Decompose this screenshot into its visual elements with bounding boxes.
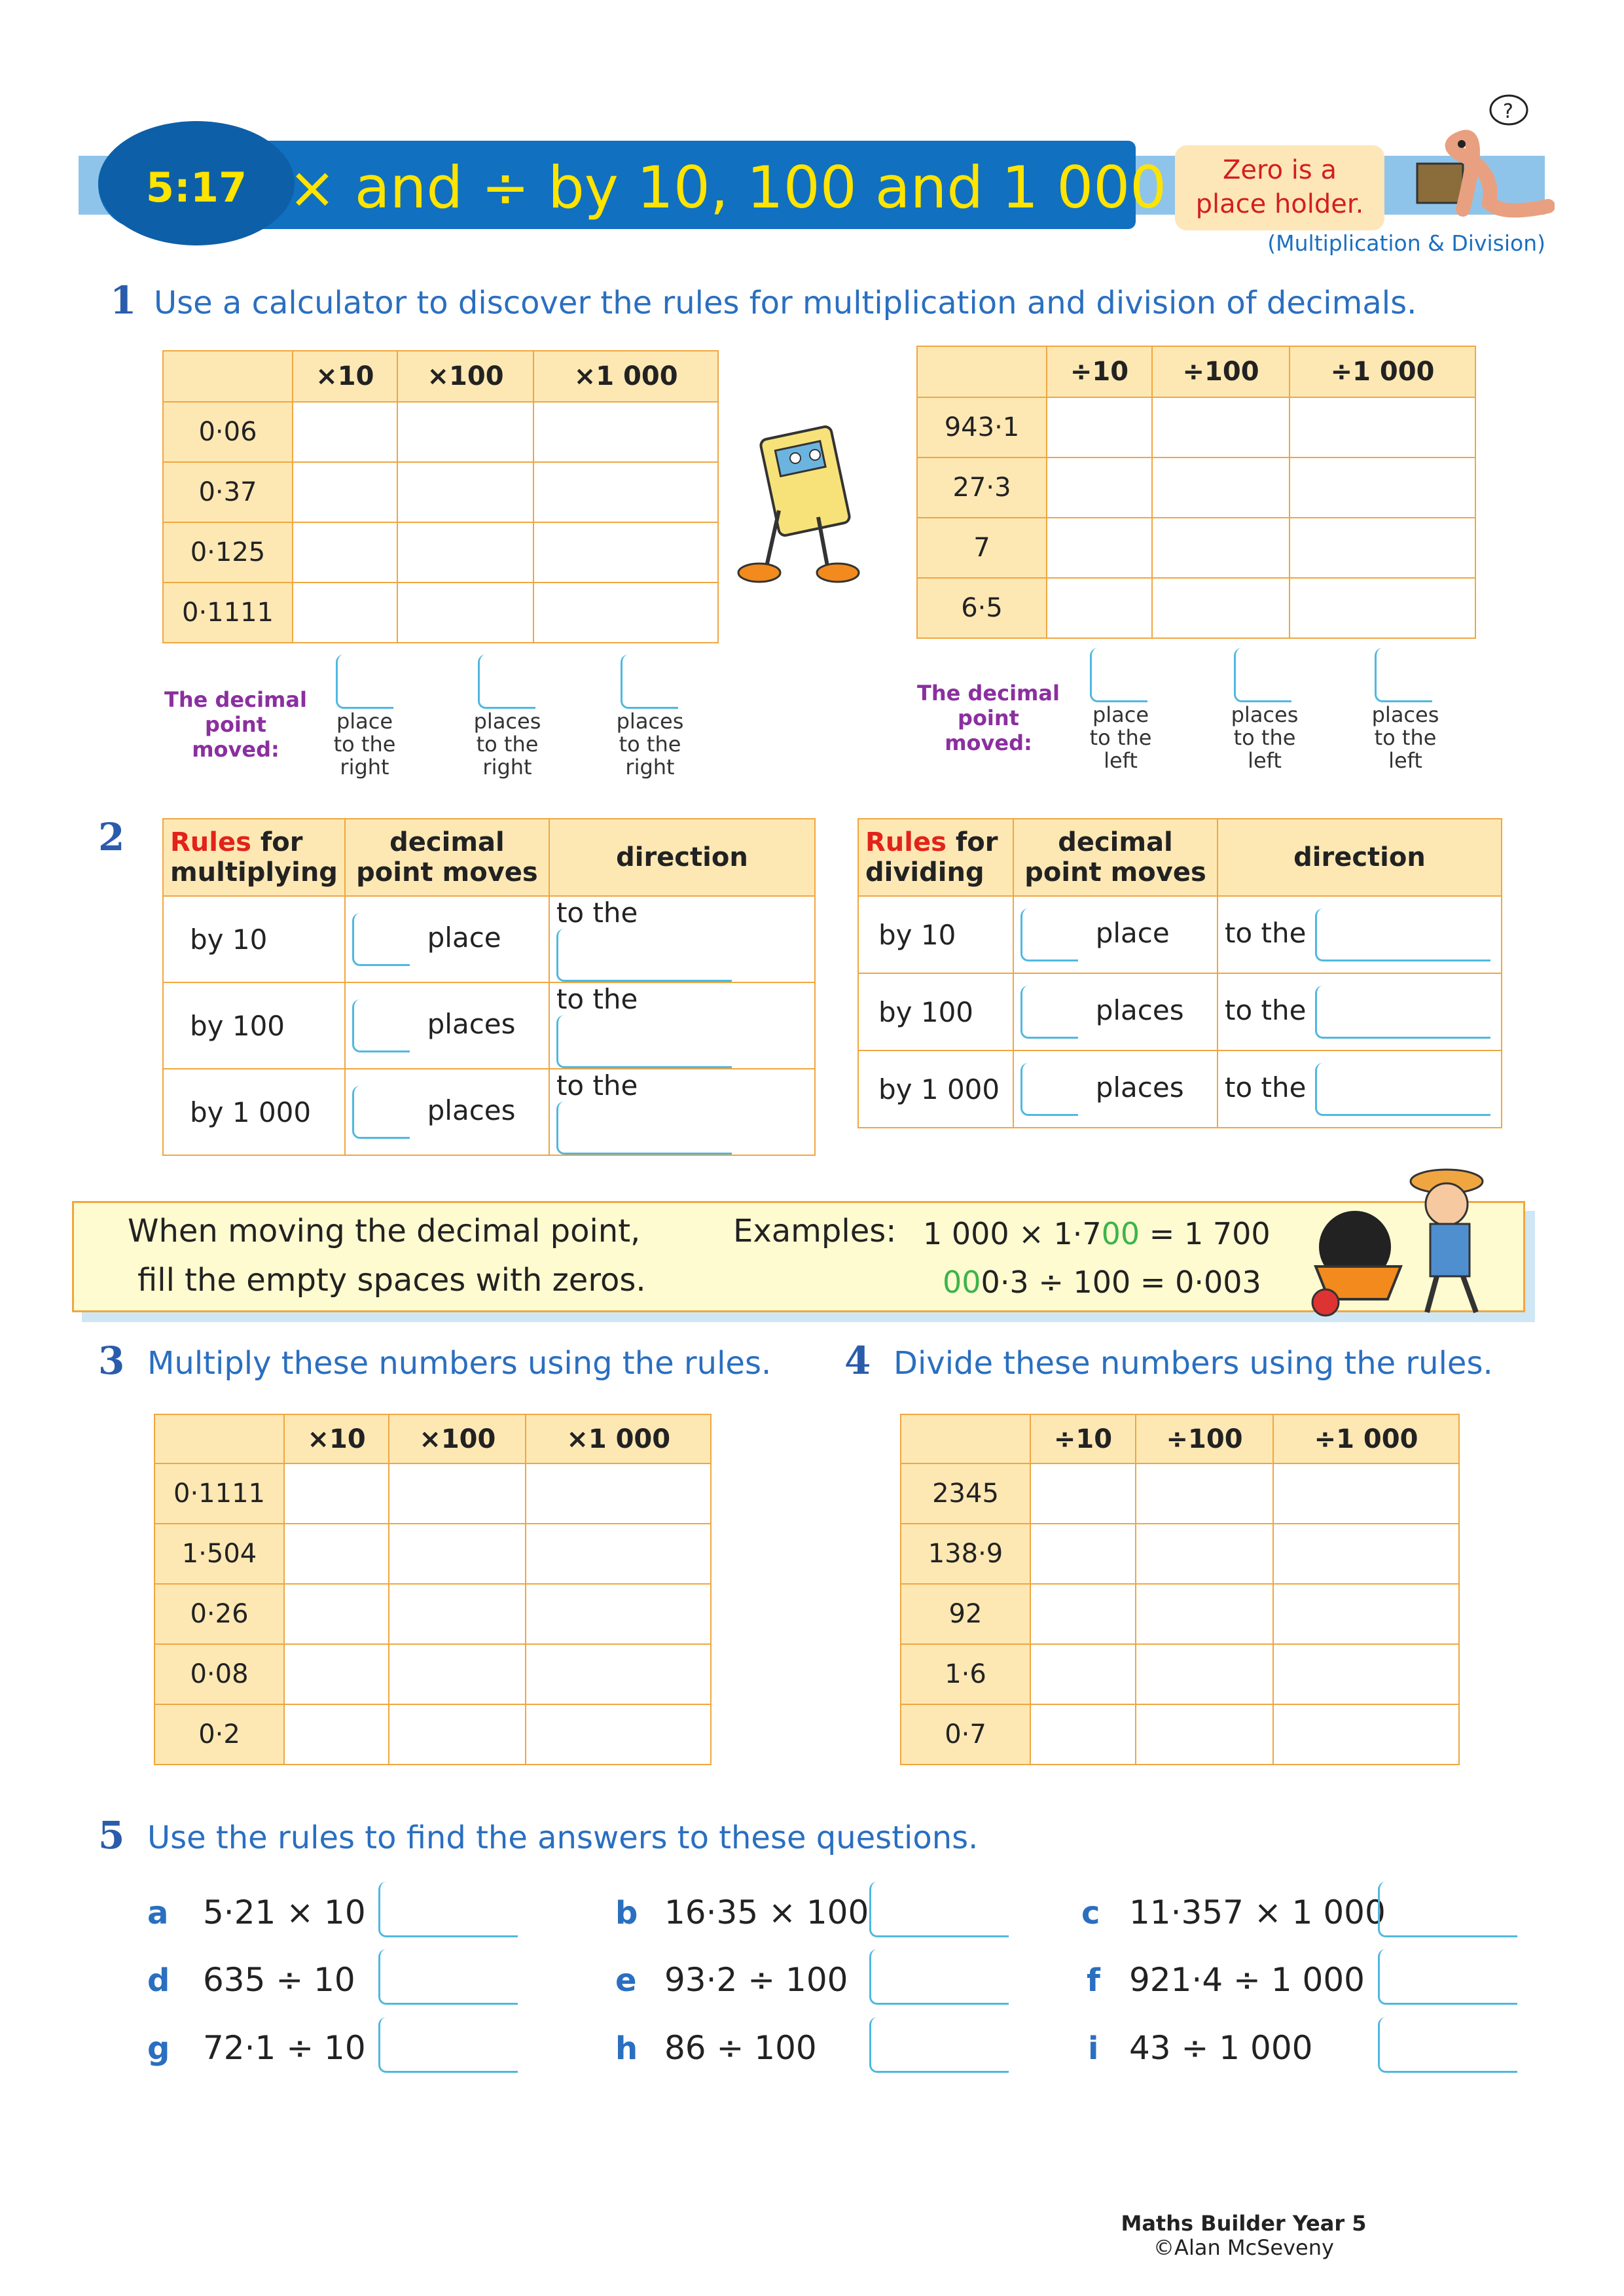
answer-input[interactable] <box>378 2017 518 2073</box>
row-label: 0·06 <box>163 402 293 462</box>
item-expression: 16·35 × 100 <box>664 1893 869 1931</box>
places-input[interactable] <box>1020 908 1078 961</box>
rules-multiplying-table <box>162 818 816 1156</box>
places-cell: place <box>345 896 549 982</box>
direction-cell: to the <box>549 1069 815 1155</box>
row-label: 0·2 <box>154 1704 284 1765</box>
answer-cell[interactable] <box>526 1704 711 1765</box>
direction-cell: to the <box>549 982 815 1069</box>
row-label: 138·9 <box>901 1524 1030 1584</box>
answer-cell[interactable] <box>533 522 718 583</box>
row-label: 6·5 <box>917 578 1047 638</box>
answer-input[interactable] <box>1378 2017 1517 2073</box>
places-moved-input[interactable] <box>621 655 678 709</box>
places-moved-input[interactable] <box>1090 648 1147 702</box>
item-expression: 11·357 × 1 000 <box>1129 1893 1386 1931</box>
answer-cell[interactable] <box>1030 1704 1136 1765</box>
answer-cell[interactable] <box>293 462 397 522</box>
places-cell: places <box>1013 973 1218 1050</box>
column-header: ×100 <box>389 1414 526 1463</box>
rule-label: by 1 000 <box>858 1050 1013 1128</box>
answer-cell[interactable] <box>389 1704 526 1765</box>
answer-cell[interactable] <box>389 1463 526 1524</box>
direction-input[interactable] <box>1315 986 1490 1039</box>
question-1-number: 1 <box>110 278 137 323</box>
rule-label: by 10 <box>163 896 345 982</box>
item-letter: f <box>1087 1962 1100 1999</box>
rule-label: by 10 <box>858 896 1013 973</box>
answer-cell[interactable] <box>389 1584 526 1644</box>
under-label: place to the left <box>1089 702 1152 773</box>
column-header: ÷10 <box>1030 1414 1136 1463</box>
rule-label: by 1 000 <box>163 1069 345 1155</box>
q3-multiply-table <box>154 1414 712 1765</box>
tip-line-1: Zero is a <box>1223 155 1337 185</box>
answer-cell[interactable] <box>284 1524 389 1584</box>
answer-cell[interactable] <box>526 1524 711 1584</box>
row-label: 0·08 <box>154 1644 284 1704</box>
page-subtitle: (Multiplication & Division) <box>1267 230 1545 256</box>
item-letter: e <box>615 1962 637 1999</box>
column-header: ×10 <box>293 351 397 402</box>
answer-input[interactable] <box>1378 1949 1517 2005</box>
item-letter: c <box>1081 1895 1100 1931</box>
answer-cell[interactable] <box>1290 518 1475 578</box>
rules-header: Rules for dividing <box>858 819 1013 896</box>
row-label: 0·125 <box>163 522 293 583</box>
answer-cell[interactable] <box>293 402 397 462</box>
table-corner <box>154 1414 284 1463</box>
column-header: ×1 000 <box>533 351 718 402</box>
question-2-number: 2 <box>98 815 125 859</box>
under-label: places to the right <box>473 709 541 780</box>
direction-input[interactable] <box>556 929 732 982</box>
row-label: 0·26 <box>154 1584 284 1644</box>
answer-cell[interactable] <box>293 522 397 583</box>
answer-cell[interactable] <box>1273 1704 1459 1765</box>
places-cell: places <box>345 1069 549 1155</box>
item-expression: 635 ÷ 10 <box>203 1961 355 1999</box>
answer-cell[interactable] <box>1273 1644 1459 1704</box>
answer-cell[interactable] <box>1136 1463 1273 1524</box>
answer-cell[interactable] <box>1290 457 1475 518</box>
places-cell: place <box>1013 896 1218 973</box>
answer-cell[interactable] <box>1047 518 1152 578</box>
answer-input[interactable] <box>378 1882 518 1937</box>
answer-cell[interactable] <box>1047 578 1152 638</box>
answer-cell[interactable] <box>1030 1644 1136 1704</box>
column-header: ÷10 <box>1047 346 1152 397</box>
worm-mascot-icon <box>1404 92 1555 223</box>
answer-cell[interactable] <box>389 1644 526 1704</box>
answer-cell[interactable] <box>1030 1524 1136 1584</box>
tip-box <box>1175 145 1384 230</box>
row-label: 1·6 <box>901 1644 1030 1704</box>
places-input[interactable] <box>1020 1063 1078 1116</box>
row-label: 943·1 <box>917 397 1047 457</box>
answer-cell[interactable] <box>526 1463 711 1524</box>
answer-cell[interactable] <box>1030 1463 1136 1524</box>
places-cell: places <box>1013 1050 1218 1128</box>
answer-cell[interactable] <box>533 402 718 462</box>
example-1: 1 000 × 1·700 = 1 700 <box>923 1216 1271 1251</box>
table-corner <box>163 351 293 402</box>
answer-cell[interactable] <box>533 462 718 522</box>
item-letter: i <box>1088 2030 1099 2067</box>
decimal-moved-label: The decimal point moved: <box>917 681 1060 755</box>
answer-cell[interactable] <box>397 402 534 462</box>
answer-cell[interactable] <box>1136 1644 1273 1704</box>
item-expression: 93·2 ÷ 100 <box>664 1961 848 1999</box>
question-5-number: 5 <box>98 1813 125 1857</box>
under-label: places to the left <box>1371 702 1439 773</box>
question-1-text: Use a calculator to discover the rules for multiplication and division of decimals. <box>154 285 1417 321</box>
question-4-text: Divide these numbers using the rules. <box>893 1345 1493 1382</box>
question-3-text: Multiply these numbers using the rules. <box>147 1345 772 1382</box>
svg-text:?: ? <box>1503 100 1513 123</box>
direction-input[interactable] <box>556 1102 732 1155</box>
places-input[interactable] <box>1020 986 1078 1039</box>
column-header: ×10 <box>284 1414 389 1463</box>
column-header: ÷100 <box>1152 346 1290 397</box>
under-label: places to the left <box>1231 702 1299 773</box>
decimal-moves-header: decimal point moves <box>345 819 549 896</box>
examples-label: Examples: <box>733 1213 897 1249</box>
under-label: places to the right <box>616 709 684 780</box>
answer-cell[interactable] <box>284 1463 389 1524</box>
row-label: 0·37 <box>163 462 293 522</box>
direction-input[interactable] <box>1315 1063 1490 1116</box>
item-letter: g <box>147 2030 170 2067</box>
places-input[interactable] <box>352 1086 410 1139</box>
calculator-mascot-icon <box>730 419 887 589</box>
row-label: 2345 <box>901 1463 1030 1524</box>
tip-line-2: place holder. <box>1195 189 1364 219</box>
banner-line-1: When moving the decimal point, <box>128 1213 641 1249</box>
column-header: ÷1 000 <box>1290 346 1475 397</box>
decimal-moves-header: decimal point moves <box>1013 819 1218 896</box>
row-label: 27·3 <box>917 457 1047 518</box>
item-expression: 86 ÷ 100 <box>664 2029 817 2067</box>
row-label: 0·7 <box>901 1704 1030 1765</box>
answer-cell[interactable] <box>1136 1704 1273 1765</box>
answer-cell[interactable] <box>397 522 534 583</box>
places-moved-input[interactable] <box>1234 648 1291 702</box>
direction-header: direction <box>549 819 815 896</box>
places-input[interactable] <box>352 999 410 1052</box>
answer-cell[interactable] <box>1152 457 1290 518</box>
footer-copyright: ©Alan McSeveny <box>1153 2235 1334 2260</box>
item-expression: 921·4 ÷ 1 000 <box>1129 1961 1365 1999</box>
q4-divide-table <box>900 1414 1460 1765</box>
question-4-number: 4 <box>844 1338 871 1383</box>
question-3-number: 3 <box>98 1338 125 1383</box>
column-header: ×1 000 <box>526 1414 711 1463</box>
answer-cell[interactable] <box>1136 1524 1273 1584</box>
answer-cell[interactable] <box>1290 397 1475 457</box>
answer-cell[interactable] <box>284 1584 389 1644</box>
answer-cell[interactable] <box>526 1584 711 1644</box>
row-label: 1·504 <box>154 1524 284 1584</box>
answer-cell[interactable] <box>284 1644 389 1704</box>
q1-multiply-table <box>162 350 719 643</box>
item-letter: a <box>147 1895 169 1931</box>
answer-cell[interactable] <box>533 583 718 643</box>
answer-cell[interactable] <box>1030 1584 1136 1644</box>
question-5-text: Use the rules to find the answers to these questions. <box>147 1820 979 1856</box>
answer-cell[interactable] <box>397 462 534 522</box>
direction-cell: to the <box>549 896 815 982</box>
answer-cell[interactable] <box>1152 578 1290 638</box>
direction-input[interactable] <box>1315 908 1490 961</box>
item-letter: b <box>615 1895 638 1931</box>
row-label: 7 <box>917 518 1047 578</box>
answer-input[interactable] <box>869 2017 1009 2073</box>
rules-dividing-table <box>857 818 1502 1128</box>
rule-label: by 100 <box>858 973 1013 1050</box>
footer-book-title: Maths Builder Year 5 <box>1121 2211 1367 2236</box>
places-moved-input[interactable] <box>1375 648 1432 702</box>
answer-cell[interactable] <box>397 583 534 643</box>
wheelbarrow-man-icon <box>1296 1136 1512 1319</box>
answer-cell[interactable] <box>284 1704 389 1765</box>
direction-header: direction <box>1218 819 1502 896</box>
column-header: ×100 <box>397 351 534 402</box>
lesson-number: 5:17 <box>145 164 247 211</box>
decimal-moved-label: The decimal point moved: <box>164 687 307 762</box>
answer-cell[interactable] <box>1290 578 1475 638</box>
item-expression: 72·1 ÷ 10 <box>203 2029 366 2067</box>
under-label: place to the right <box>333 709 396 780</box>
answer-cell[interactable] <box>526 1644 711 1704</box>
item-letter: h <box>615 2030 638 2067</box>
answer-cell[interactable] <box>1273 1463 1459 1524</box>
places-moved-input[interactable] <box>336 655 393 709</box>
answer-input[interactable] <box>869 1949 1009 2005</box>
direction-cell: to the <box>1218 1050 1502 1128</box>
answer-cell[interactable] <box>1152 518 1290 578</box>
answer-cell[interactable] <box>389 1524 526 1584</box>
answer-cell[interactable] <box>1047 457 1152 518</box>
item-expression: 43 ÷ 1 000 <box>1129 2029 1313 2067</box>
item-expression: 5·21 × 10 <box>203 1893 366 1931</box>
places-moved-input[interactable] <box>478 655 535 709</box>
direction-input[interactable] <box>556 1015 732 1068</box>
rule-label: by 100 <box>163 982 345 1069</box>
answer-input[interactable] <box>378 1949 518 2005</box>
item-letter: d <box>147 1962 170 1999</box>
places-cell: places <box>345 982 549 1069</box>
banner-line-2: fill the empty spaces with zeros. <box>137 1262 646 1299</box>
example-2: 000·3 ÷ 100 = 0·003 <box>943 1265 1261 1300</box>
answer-cell[interactable] <box>1273 1584 1459 1644</box>
table-corner <box>901 1414 1030 1463</box>
direction-cell: to the <box>1218 896 1502 973</box>
q1-divide-table <box>916 346 1476 639</box>
table-corner <box>917 346 1047 397</box>
answer-input[interactable] <box>869 1882 1009 1937</box>
column-header: ÷100 <box>1136 1414 1273 1463</box>
answer-cell[interactable] <box>1136 1584 1273 1644</box>
row-label: 0·1111 <box>154 1463 284 1524</box>
row-label: 0·1111 <box>163 583 293 643</box>
answer-cell[interactable] <box>1152 397 1290 457</box>
row-label: 92 <box>901 1584 1030 1644</box>
places-input[interactable] <box>352 913 410 966</box>
page-title: × and ÷ by 10, 100 and 1 000 <box>288 154 1167 221</box>
answer-cell[interactable] <box>1273 1524 1459 1584</box>
answer-cell[interactable] <box>293 583 397 643</box>
direction-cell: to the <box>1218 973 1502 1050</box>
rules-header: Rules for multiplying <box>163 819 345 896</box>
answer-input[interactable] <box>1378 1882 1517 1937</box>
answer-cell[interactable] <box>1047 397 1152 457</box>
column-header: ÷1 000 <box>1273 1414 1459 1463</box>
